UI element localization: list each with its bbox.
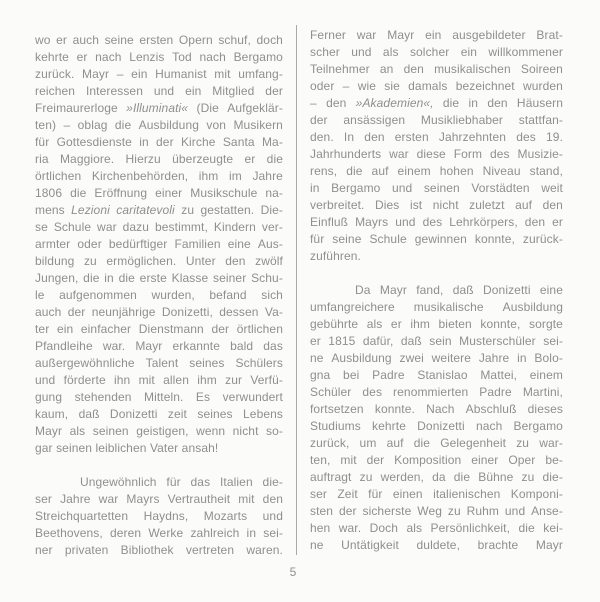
paragraph — [310, 282, 563, 554]
text-line: Freimaurerloge »Illuminati« (Die Aufgeklär- — [35, 101, 283, 115]
text-line: Ferner war Mayr ein ausgebildeter Brat- — [310, 28, 563, 42]
text-line: kaum, daß Donizetti zeit seines Lebens — [35, 407, 283, 421]
text-line: Da Mayr fand, daß Donizetti eine — [355, 283, 563, 297]
right-text-column — [310, 27, 563, 554]
text-line: Schüler des renommierten Padre Martini, — [310, 385, 563, 399]
text-line: armter oder bedürftiger Familien eine Aus- — [35, 237, 283, 251]
paragraph — [310, 27, 563, 265]
text-line: bildung zu ermöglichen. Unter den zwölf — [35, 254, 283, 268]
text-line: auftragt zu werden, da die Bühne zu die- — [310, 470, 563, 484]
text-line: er 1815 dafür, daß sein Musterschüler sei- — [310, 334, 563, 348]
text-line: zurück, um auf die Gelegenheit zu war- — [310, 436, 563, 450]
page-number: 5 — [289, 565, 297, 579]
left-text-column — [35, 32, 283, 559]
text-line: oder – wie sie damals bezeichnet wurden — [310, 79, 563, 93]
text-line: gebührte als er ihm bieten konnte, sorgte — [310, 317, 563, 331]
text-line: ne Ausbildung zwei weitere Jahre in Bolo- — [310, 351, 563, 365]
text-line: zurück. Mayr – ein Humanist mit umfang- — [35, 67, 283, 81]
text-line: Jahrhunderts war diese Form des Musizie- — [310, 147, 563, 161]
text-line: ria Maggiore. Hierzu überzeugte er die — [35, 152, 283, 166]
text-line: ser Jahre war Mayrs Vertrautheit mit den — [35, 492, 283, 506]
text-line: für Gottesdienste in der Kirche Santa Ma- — [35, 135, 283, 149]
text-line: ner privaten Bibliothek vertreten waren. — [35, 543, 283, 557]
text-line: ten) – oblag die Ausbildung von Musikern — [35, 118, 283, 132]
text-line: zuführen. — [310, 249, 361, 263]
text-line: umfangreichere musikalische Ausbildung — [310, 300, 563, 314]
text-line: Einfluß Mayrs und des Lehrkörpers, den er — [310, 215, 563, 229]
text-line: scher und als solcher ein willkommener — [310, 45, 563, 59]
text-line: Studiums kehrte Donizetti nach Bergamo — [310, 419, 563, 433]
text-line: für seine Schule gewinnen konnte, zurück- — [310, 232, 563, 246]
text-line: gar seinen leiblichen Vater ansah! — [35, 441, 219, 455]
text-line: mens Lezioni caritatevoli zu gestatten. Die- — [35, 203, 283, 217]
text-line: wo er auch seine ersten Opern schuf, doch — [35, 33, 283, 47]
text-line: gna bei Padre Stanislao Mattei, einem — [310, 368, 563, 382]
text-line: gung stehenden Mitteln. Es verwundert — [35, 390, 283, 404]
text-line: kehrte er nach Lenzis Tod nach Bergamo — [35, 50, 283, 64]
text-line: reichen Interessen und ein Mitglied der — [35, 84, 283, 98]
text-line: Jungen, die in die erste Klasse seiner Schu- — [35, 271, 283, 285]
text-line: Mayr als seinen geistigen, wenn nicht so- — [35, 424, 283, 438]
text-line: Teilnehmer an den musikalischen Soireen — [310, 62, 563, 76]
text-line: auch der neunjährige Donizetti, dessen Va- — [35, 305, 283, 319]
text-line: außergewöhnliche Talent seines Schülers — [35, 356, 283, 370]
text-line: ser Zeit für einen italienischen Komponi- — [310, 487, 563, 501]
text-line: örtlichen Kirchenbehörden, ihm im Jahre — [35, 169, 283, 183]
text-line: Streichquartetten Haydns, Mozarts und — [35, 509, 283, 523]
text-line: hen war. Doch als Persönlichkeit, die kei- — [310, 521, 563, 535]
text-line: rens, die auf einem hohen Niveau stand, — [310, 164, 563, 178]
text-line: – den »Akademien«, die in den Häusern — [310, 96, 563, 110]
text-line: Ungewöhnlich für das Italien die- — [80, 475, 283, 489]
text-line: fortsetzen konnte. Nach Abschluß dieses — [310, 402, 563, 416]
text-line: und förderte ihn mit allen ihm zur Verfü- — [35, 373, 283, 387]
text-line: 1806 die Eröffnung einer Musikschule na- — [35, 186, 283, 200]
text-line: ter ein einfacher Dienstmann der örtlichen — [35, 322, 283, 336]
column-divider-rule — [296, 25, 297, 555]
text-line: ten, mit der Komposition einer Oper be- — [310, 453, 563, 467]
text-line: Pfandleihe war. Mayr erkannte bald das — [35, 339, 283, 353]
text-line: Beethovens, deren Werke zahlreich in sei- — [35, 526, 283, 540]
text-line: le aufgenommen wurden, befand sich — [35, 288, 283, 302]
text-line: den. In den ersten Jahrzehnten des 19. — [310, 130, 563, 144]
text-line: in Bergamo und seinen Vorstädten weit — [310, 181, 563, 195]
paragraph — [35, 32, 283, 457]
text-line: ne Untätigkeit duldete, brachte Mayr — [310, 538, 563, 552]
text-line: se Schule war dazu bestimmt, Kindern ver- — [35, 220, 283, 234]
text-line: verbreitet. Dies ist nicht zuletzt auf den — [310, 198, 563, 212]
text-line: der ansässigen Musikliebhaber stattfan- — [310, 113, 563, 127]
text-line: sten der sicherste Weg zu Ruhm und Anse- — [310, 504, 563, 518]
paragraph — [35, 474, 283, 559]
